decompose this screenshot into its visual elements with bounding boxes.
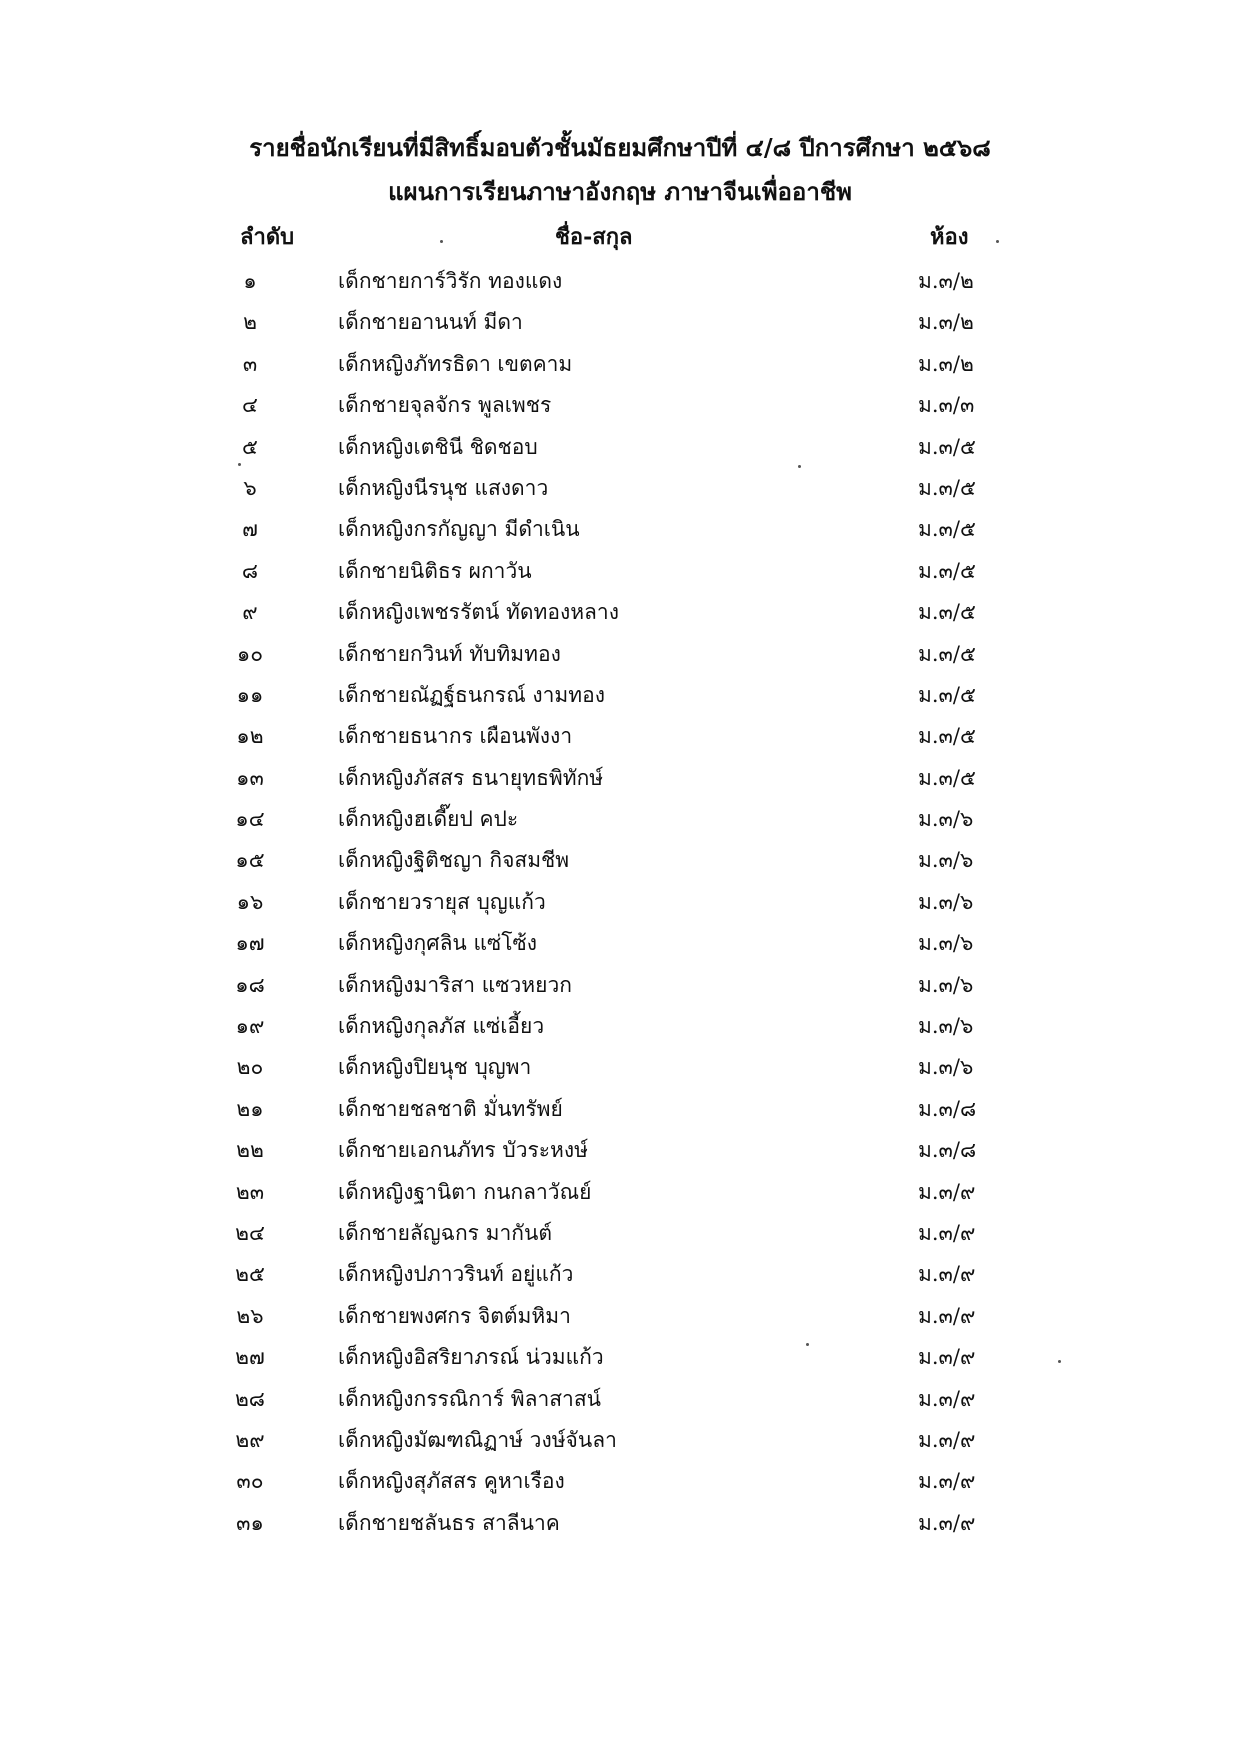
row-number: ๒๓ [235,1179,265,1204]
table-row [0,262,1240,303]
table-row [0,1131,1240,1172]
row-number: ๓๑ [236,1510,264,1535]
table-row [0,428,1240,469]
student-room: ม.๓/๘ [918,1096,977,1121]
student-room: ม.๓/๕ [918,641,976,666]
table-row [0,841,1240,882]
student-name: เด็กหญิงกรรณิการ์ พิลาสาสน์ [338,1386,602,1411]
student-name: เด็กหญิงมัฒฑณิฏาษ์ วงษ์จันลา [338,1427,617,1452]
student-room: ม.๓/๙ [918,1262,976,1287]
scan-speck [1058,1360,1061,1363]
student-name: เด็กหญิงปิยนุช บุญพา [338,1055,532,1080]
table-row [0,924,1240,965]
row-number: ๓๐ [236,1469,264,1494]
student-name: เด็กหญิงฐานิตา กนกลาวัณย์ [338,1179,592,1204]
student-name: เด็กหญิงเพชรรัตน์ ทัดทองหลาง [338,600,619,625]
table-row [0,966,1240,1007]
student-room: ม.๓/๕ [918,475,976,500]
student-room: ม.๓/๕ [918,682,976,707]
student-name: เด็กชายณัฏฐ์ธนกรณ์ งามทอง [338,682,605,707]
table-row [0,1048,1240,1089]
student-name: เด็กหญิงอิสริยาภรณ์ น่วมแก้ว [338,1345,604,1370]
row-number: ๑ [243,269,257,293]
student-room: ม.๓/๓ [918,393,975,418]
scan-speck [996,240,999,243]
row-number: ๒๗ [235,1345,265,1370]
table-row [0,345,1240,386]
student-name: เด็กหญิงปภาวรินท์ อยู่แก้ว [338,1262,574,1287]
table-row [0,1007,1240,1048]
table-row [0,759,1240,800]
student-name: เด็กชายเอกนภัทร บัวระหงษ์ [338,1138,589,1163]
student-name: เด็กหญิงฮเดี๊ยป คปะ [338,807,519,832]
row-number: ๙ [242,600,258,625]
student-room: ม.๓/๙ [918,1220,976,1245]
row-number: ๒๕ [235,1262,265,1287]
student-name: เด็กชายกวินท์ ทับทิมทอง [338,641,561,666]
column-header-no: ลำดับ [240,224,295,250]
student-name: เด็กหญิงมาริสา แซวหยวก [338,972,572,997]
student-room: ม.๓/๖ [918,972,974,997]
row-number: ๑๘ [235,972,265,997]
column-header-room: ห้อง [930,224,969,250]
student-name: เด็กหญิงภัสสร ธนายุทธพิทักษ์ [338,765,604,790]
student-room: ม.๓/๒ [918,310,974,335]
student-name: เด็กชายนิติธร ผกาวัน [338,558,532,583]
student-name: เด็กหญิงกรกัญญา มีดำเนิน [338,517,580,542]
student-room: ม.๓/๘ [918,1138,977,1163]
column-header-name: ชื่อ-สกุล [555,224,633,250]
table-row [0,386,1240,427]
row-number: ๑๐ [236,641,264,666]
row-number: ๑๔ [235,807,265,832]
row-number: ๒ [243,310,257,335]
row-number: ๒๒ [236,1138,264,1163]
student-room: ม.๓/๙ [918,1427,976,1452]
student-room: ม.๓/๖ [918,931,974,956]
row-number: ๓ [242,351,258,376]
table-row [0,1380,1240,1421]
table-row [0,717,1240,758]
student-name: เด็กหญิงภัทรธิดา เขตคาม [338,351,573,376]
table-row [0,593,1240,634]
student-room: ม.๓/๕ [918,765,976,790]
scan-speck [238,463,241,466]
student-room: ม.๓/๕ [918,558,976,583]
student-name: เด็กหญิงเตชินี ชิดชอบ [338,434,538,459]
student-name: เด็กชายพงศกร จิตต์มหิมา [338,1303,571,1328]
student-room: ม.๓/๙ [918,1386,976,1411]
row-number: ๘ [241,558,259,583]
row-number: ๔ [242,393,258,418]
table-row [0,1297,1240,1338]
document-subtitle: แผนการเรียนภาษาอังกฤษ ภาษาจีนเพื่ออาชีพ [388,177,852,206]
student-name: เด็กชายชลันธร สาลีนาค [338,1510,560,1535]
table-row [0,1255,1240,1296]
student-room: ม.๓/๖ [918,889,974,914]
row-number: ๑๓ [236,765,264,790]
scan-speck [798,465,801,468]
student-name: เด็กชายการ์วิรัก ทองแดง [338,269,563,293]
row-number: ๕ [242,434,258,459]
table-row [0,1421,1240,1462]
student-room: ม.๓/๖ [918,807,974,832]
student-room: ม.๓/๒ [918,269,974,293]
student-name: เด็กหญิงกุลภัส แซ่เอี้ยว [338,1014,545,1039]
student-room: ม.๓/๙ [918,1510,976,1535]
row-number: ๑๗ [235,931,265,956]
document-title: รายชื่อนักเรียนที่มีสิทธิ์มอบตัวชั้นมัธยมศึกษาปีที่ ๔/๘ ปีการศึกษา ๒๕๖๘ [249,133,991,162]
table-row [0,676,1240,717]
row-number: ๖ [243,475,257,500]
student-room: ม.๓/๙ [918,1303,976,1328]
student-room: ม.๓/๕ [918,724,976,749]
student-room: ม.๓/๕ [918,434,976,459]
row-number: ๑๙ [235,1014,265,1039]
student-room: ม.๓/๙ [918,1179,976,1204]
student-room: ม.๓/๕ [918,600,976,625]
table-row [0,635,1240,676]
row-number: ๒๑ [236,1096,264,1121]
table-row [0,1338,1240,1379]
table-row [0,1214,1240,1255]
student-name: เด็กชายธนากร เผือนพังงา [338,724,573,749]
student-room: ม.๓/๙ [918,1469,976,1494]
table-row [0,800,1240,841]
student-room: ม.๓/๖ [918,1055,974,1080]
row-number: ๗ [242,517,258,542]
student-name: เด็กชายอานนท์ มีดา [338,310,523,335]
table-row [0,883,1240,924]
table-row [0,552,1240,593]
table-row [0,1504,1240,1545]
student-list [0,262,1240,1545]
row-number: ๒๙ [235,1427,265,1452]
table-row [0,1462,1240,1503]
student-room: ม.๓/๖ [918,1014,974,1039]
row-number: ๑๕ [235,848,265,873]
student-name: เด็กชายลัญฉกร มากันต์ [338,1220,552,1245]
student-room: ม.๓/๒ [918,351,974,376]
table-row [0,303,1240,344]
table-row [0,510,1240,551]
scan-speck [440,240,443,243]
row-number: ๑๖ [236,889,264,914]
table-row [0,469,1240,510]
row-number: ๑๒ [236,724,264,749]
table-row [0,1090,1240,1131]
row-number: ๒๘ [234,1386,266,1411]
scan-speck [806,1343,809,1346]
student-room: ม.๓/๕ [918,517,976,542]
student-name: เด็กหญิงสุภัสสร คูหาเรือง [338,1469,565,1494]
row-number: ๒๐ [236,1055,264,1080]
student-name: เด็กหญิงนีรนุช แสงดาว [338,475,549,500]
student-name: เด็กชายชลชาติ มั่นทรัพย์ [338,1096,563,1121]
student-name: เด็กหญิงกุศลิน แซ่โซ้ง [338,931,538,956]
student-name: เด็กชายวรายุส บุญแก้ว [338,889,546,914]
table-row [0,1173,1240,1214]
student-name: เด็กหญิงฐิติชญา กิจสมชีพ [338,848,570,873]
row-number: ๒๔ [235,1220,265,1245]
row-number: ๒๖ [236,1303,264,1328]
student-room: ม.๓/๖ [918,848,974,873]
student-name: เด็กชายจุลจักร พูลเพชร [338,393,552,418]
student-room: ม.๓/๙ [918,1345,976,1370]
row-number: ๑๑ [236,682,264,707]
